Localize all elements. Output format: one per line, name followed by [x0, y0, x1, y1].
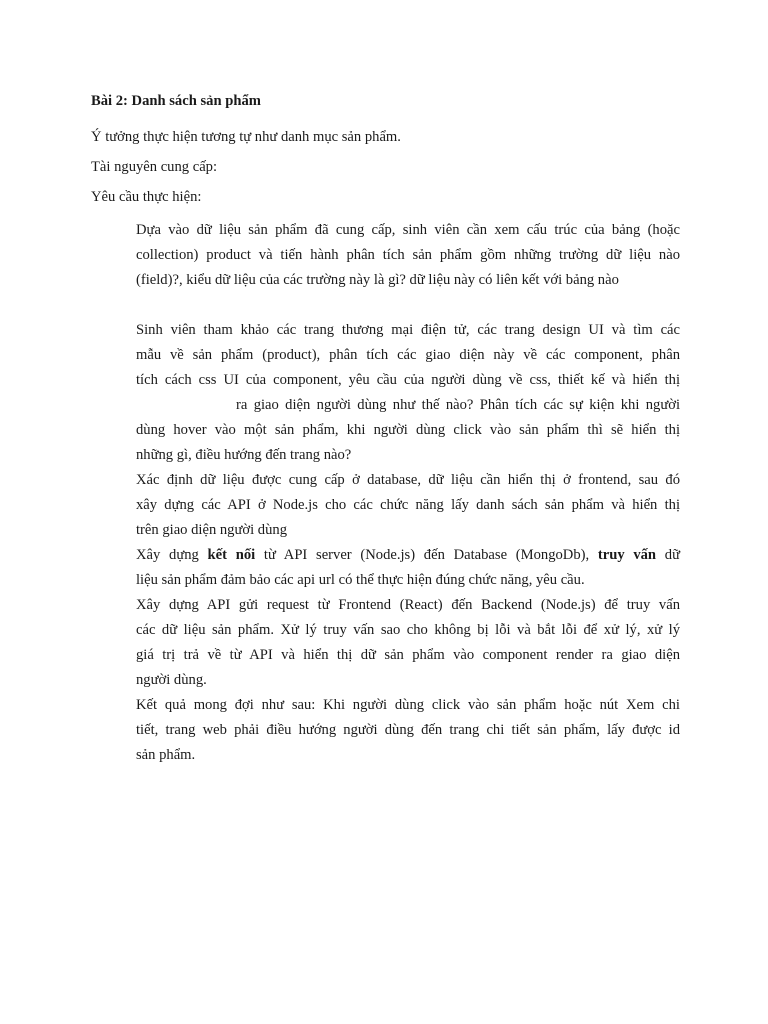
p2-line: ra giao diện người dùng như thế nào? Phân tích các sự kiện khi người: [236, 397, 680, 413]
resources-label: Tài nguyên cung cấp:: [91, 159, 218, 175]
p3-line: Xác định dữ liệu được cung cấp ở database, dữ liệu cần hiển thị ở frontend, sau đó: [136, 472, 680, 488]
p3-line: xây dựng các API ở Node.js cho các chức năng lấy danh sách sản phẩm và hiển thị: [136, 497, 680, 513]
p2-line: những gì, điều hướng đến trang nào?: [136, 447, 352, 463]
p5-line: các dữ liệu sản phẩm. Xử lý truy vấn sao cho không bị lỗi và bắt lỗi để xử lý, xử lý: [136, 622, 680, 638]
p4-text: Xây dựng: [136, 547, 208, 563]
p4-line: [136, 543, 680, 568]
p5-line: giá trị trả về từ API và hiển thị dữ sản phẩm vào component render ra giao diện: [136, 647, 680, 663]
requirements-heading: Yêu cầu thực hiện:: [91, 189, 202, 205]
p4-text: từ API server (Node.js) đến Database (MongoDb),: [255, 547, 598, 563]
p4-bold-connect: kết nối: [207, 547, 256, 563]
p5-line: người dùng.: [136, 672, 207, 688]
p1-line: collection) product và tiến hành phân tích sản phẩm gồm những trường dữ liệu nào: [136, 247, 680, 263]
p4-bold-query: truy vấn: [597, 547, 657, 563]
p6-line: Kết quả mong đợi như sau: Khi người dùng click vào sản phẩm hoặc nút Xem chi: [136, 697, 680, 713]
idea-paragraph: Ý tưởng thực hiện tương tự như danh mục sản phẩm.: [91, 129, 401, 145]
p2-line: dùng hover vào một sản phẩm, khi người dùng click vào sản phẩm thì sẽ hiển thị: [136, 422, 680, 438]
p6-line: tiết, trang web phải điều hướng người dùng đến trang chi tiết sản phẩm, lấy được id: [136, 722, 680, 738]
p2-line: mẫu về sản phẩm (product), phân tích các giao diện này về các component, phân: [136, 347, 680, 363]
p6-line: sản phẩm.: [136, 747, 196, 763]
p1-line: (field)?, kiểu dữ liệu của các trường này là gì? dữ liệu này có liên kết với bảng nào: [136, 272, 619, 288]
p3-line: trên giao diện người dùng: [136, 522, 287, 538]
p4-line: liệu sản phẩm đảm bảo các api url có thể thực hiện đúng chức năng, yêu cầu.: [136, 572, 585, 588]
exercise-title: Bài 2: Danh sách sản phẩm: [91, 93, 261, 109]
p5-line: Xây dựng API gửi request từ Frontend (React) đến Backend (Node.js) để truy vấn: [136, 597, 680, 613]
p2-line: tích cách css UI của component, yêu cầu của người dùng về css, thiết kế và hiển thị: [136, 372, 680, 388]
p2-line: Sinh viên tham khảo các trang thương mại điện tử, các trang design UI và tìm các: [136, 322, 680, 338]
p4-text: dữ: [656, 547, 680, 563]
p1-line: Dựa vào dữ liệu sản phẩm đã cung cấp, sinh viên cần xem cấu trúc của bảng (hoặc: [136, 222, 680, 238]
requirements-body: [136, 218, 680, 768]
